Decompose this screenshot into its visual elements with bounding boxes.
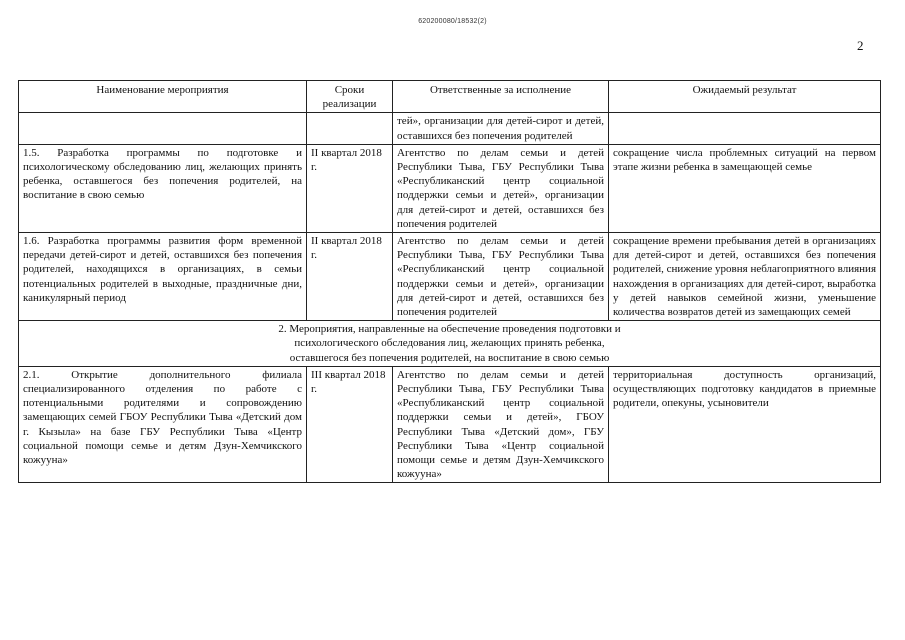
cell-result: сокращение числа проблемных ситуаций на первом этапе жизни ребенка в замещающей семье [609, 144, 881, 232]
cell-responsible: Агентство по делам семьи и детей Республики Тыва, ГБУ Республики Тыва «Республиканский центр социальной поддержки семьи и детей», организации для детей-сирот и детей, оставшихся без попечения родителей [393, 233, 609, 321]
cell-responsible: Агентство по делам семьи и детей Республики Тыва, ГБУ Республики Тыва «Республиканский центр социальной поддержки семьи и детей», организации для детей-сирот и детей, оставшихся без попечения родителей [393, 144, 609, 232]
cell-responsible: Агентство по делам семьи и детей Республики Тыва, ГБУ Республики Тыва «Республиканский центр социальной поддержки семьи и детей», ГБОУ Республики Тыва «Детский дом», ГБУ Республики Тыва «Центр социальной помощи семье и детям Дзун-Хемчикского кожууна» [393, 366, 609, 483]
table-row-1-5 [19, 144, 881, 232]
cell-result: территориальная доступность организаций, осуществляющих подготовку кандидатов в приемные родители, опекуны, усыновители [609, 366, 881, 483]
section-2-title [19, 321, 881, 367]
header-name: Наименование мероприятия [19, 81, 307, 113]
section-2-header-row [19, 321, 881, 367]
cell-term [307, 113, 393, 144]
cell-name: 1.5. Разработка программы по подготовке и психологическому обследованию лиц, желающих принять ребенка, оставшегося без попечения родителей, на воспитание в свою семью [19, 144, 307, 232]
document-code: 620200080/18532(2) [418, 18, 487, 25]
cell-name [19, 113, 307, 144]
section-2-line-3: оставшегося без попечения родителей, на воспитание в свою семью [289, 351, 610, 364]
cell-result [609, 113, 881, 144]
table-row-1-6 [19, 233, 881, 321]
page-number: 2 [857, 38, 864, 53]
header-result: Ожидаемый результат [609, 81, 881, 113]
cell-responsible: тей», организации для детей-сирот и детей, оставшихся без попечения родителей [393, 113, 609, 144]
header-term: Сроки реализации [307, 81, 393, 113]
cell-name: 1.6. Разработка программы развития форм временной передачи детей-сирот и детей, оставшихся без попечения родителей, находящихся в организациях, в семьи потенциальных родителей в выходные, праздничные дни, каникулярный период [19, 233, 307, 321]
section-2-line-1: 2. Мероприятия, направленные на обеспечение проведения подготовки и [278, 323, 621, 336]
table-header-row [19, 81, 881, 113]
cell-term: III квартал 2018 г. [307, 366, 393, 483]
cell-term: II квартал 2018 г. [307, 233, 393, 321]
cell-term: II квартал 2018 г. [307, 144, 393, 232]
cell-name: 2.1. Открытие дополнительного филиала специализированного отделения по работе с потенциальными родителями и сопровождению замещающих семей ГБОУ Республики Тыва «Детский дом г. Кызыла» на базе ГБУ Республики Тыва «Центр социальной помощи семье и детям Дзун-Хемчикского кожууна» [19, 366, 307, 483]
cell-result: сокращение времени пребывания детей в организациях для детей-сирот и детей, оставшихся без попечения родителей, снижение уровня неблагоприятного влияния нахождения в организациях для детей-сирот, выработка у детей навыков семейной жизни, уменьшение количества возвратов детей из замещающих семей [609, 233, 881, 321]
table-row-continuation [19, 113, 881, 144]
table-row-2-1 [19, 366, 881, 483]
activities-table [18, 80, 881, 483]
header-responsible: Ответственные за исполнение [393, 81, 609, 113]
section-2-line-2: психологического обследования лиц, желающих принять ребенка, [294, 337, 605, 350]
